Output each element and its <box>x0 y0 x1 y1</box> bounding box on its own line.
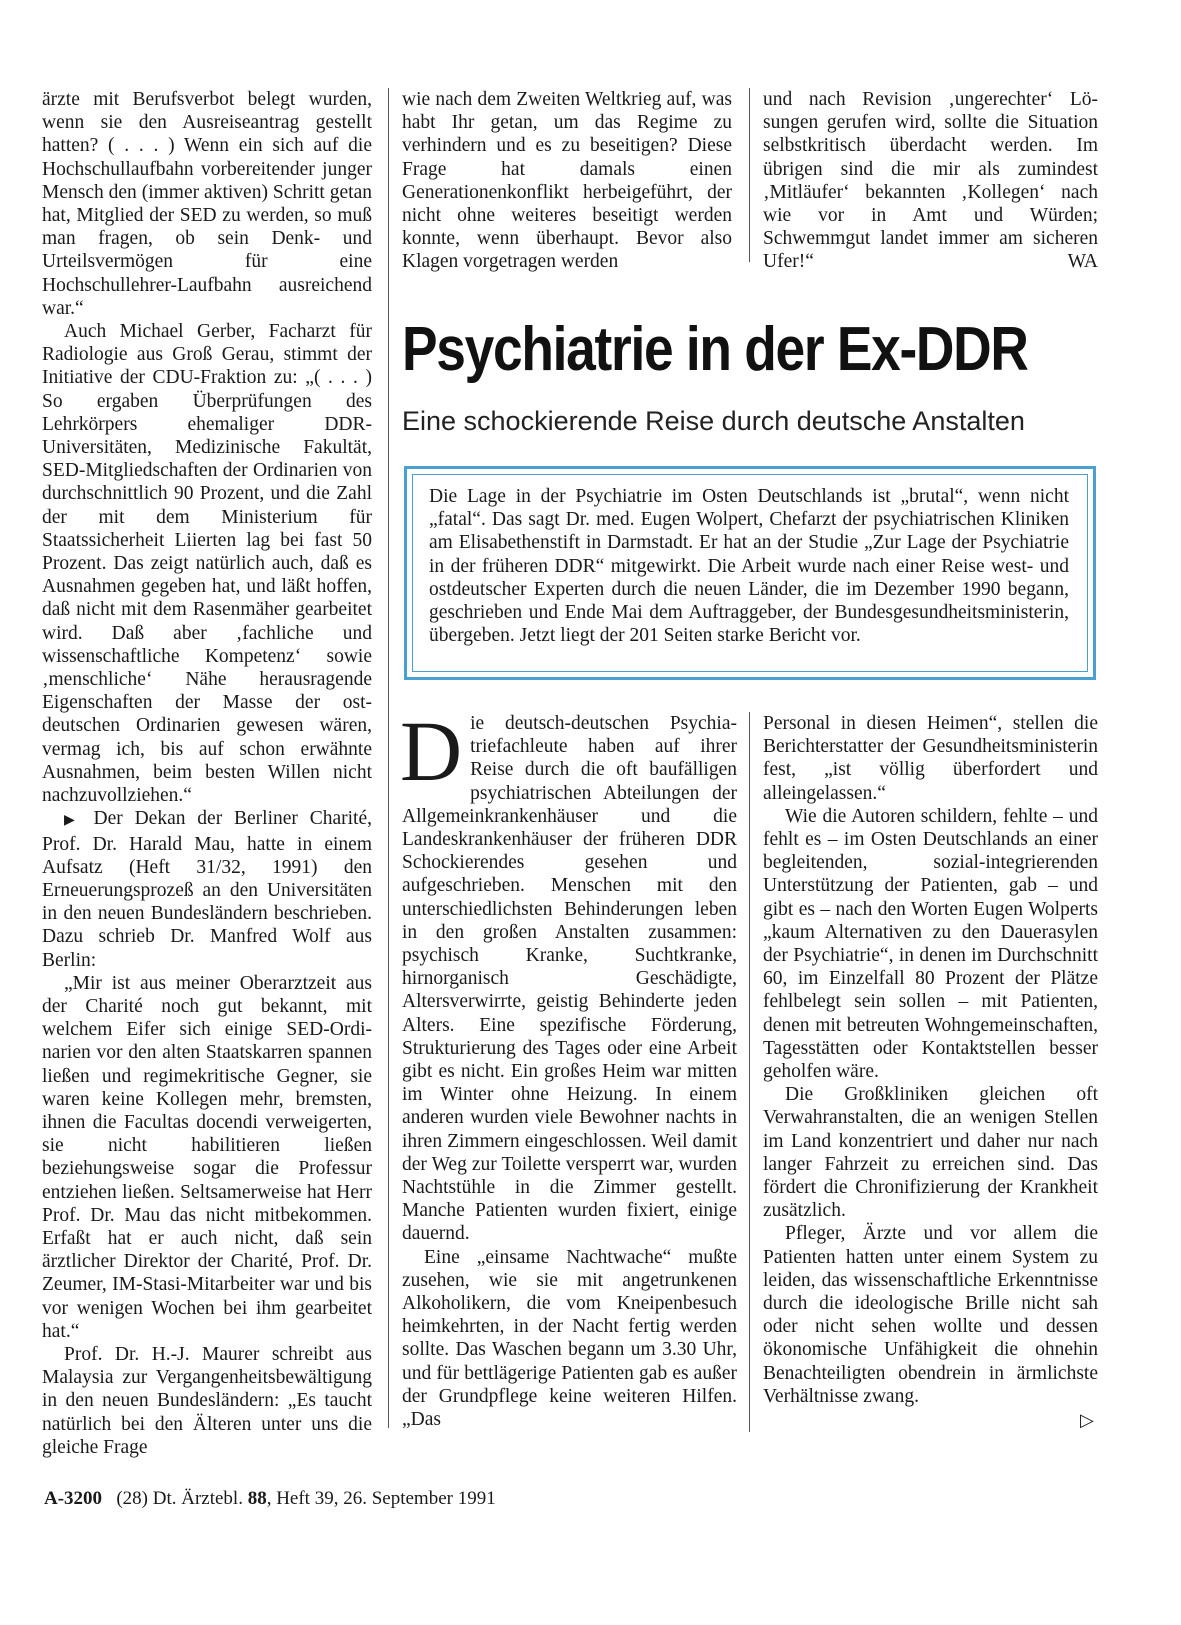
paragraph: ärzte mit Berufsverbot belegt wurden, wenn sie den Ausreiseantrag gestellt hatten? ( . . . ) Wenn ein sich auf die Hochschullaufbahn vorbereitender junger Mensch den (immer aktiven) Schritt getan hat, Mitglied der SED zu werden, so muß man fragen, ob sein Denk- und Urteilsvermögen für eine Hochschullehrer-Laufbahn ausreichend war.“ <box>42 89 372 319</box>
column-1 <box>42 88 372 1459</box>
page-code: A-3200 <box>44 1488 103 1509</box>
paragraph: Die deutsch-deutschen Psychiatriefachleute haben auf ihrer Reise durch die oft baufälligen psychiatrischen Abteilungen der Allgemeinkrankenhäuser und die Landeskrankenhäuser der früheren DDR Schockierendes gesehen und aufgeschrieben. Menschen mit den unterschiedlichsten Behinderungen leben in den großen Anstalten zusammen: psychisch Kranke, Suchtkranke, hirnorganisch Geschädigte, Altersverwirrte, geistig Behinderte jeden Alters. Eine spezifische Förderung, Strukturierung des Tages oder eine Arbeit gibt es nicht. Ein großes Heim war mitten im Winter ohne Heizung. In einem anderen wurden viele Bewohner nachts in ihren Zimmern eingeschlossen. Weil damit der Weg zur Toilette versperrt war, wurden Nachtstühle in die Zimmer gestellt. Manche Patienten wurden fixiert, einige dauernd. <box>400 703 737 1245</box>
paragraph: Eine „einsame Nachtwache“ mußte zusehen, wie sie mit angetrunkenen Alkoholikern, die vom Kneipenbesuch heimkehrten, in der Nacht fertig werden sollte. Das Waschen begann um 3.30 Uhr, und für bettlägerige Patienten gab es außer der Grundpflege keine weiteren Hilfen. „Das <box>402 1246 737 1431</box>
column-divider <box>749 712 750 1432</box>
paragraph: ▶ Der Dekan der Berliner Charité, Prof. Dr. Harald Mau, hatte in einem Aufsatz (Heft 31/32, 1991) den Erneuerungsprozeß an den Universitäten in den neuen Bundesländern beschrieben. Dazu schrieb Dr. Manfred Wolf aus Berlin: <box>42 808 372 971</box>
citation: (28) Dt. Ärztebl. <box>116 1488 248 1509</box>
paragraph: wie nach dem Zweiten Weltkrieg auf, was habt Ihr getan, um das Regime zu verhindern und es zu beseitigen? Diese Frage hat damals einen Generationenkonflikt herbeigeführt, der nicht ohne weiteres beseitigt werden konnte, wenn überhaupt. Bevor also Klagen vorgetragen werden <box>402 89 732 273</box>
paragraph: Pfleger, Ärzte und vor allem die Patienten hatten unter einem System zu leiden, das wissenschaftliche Erkenntnisse durch die ideologische Brille nicht sah oder nicht sehen wollte und dessen ökonomische Unfähigkeit die ohnehin Benachteiligten obendrein in ärmlichste Verhältnisse zwang. <box>763 1223 1098 1407</box>
column-2 <box>402 88 732 274</box>
paragraph: „Mir ist aus meiner Oberarztzeit aus der Charité noch gut bekannt, mit welchem Eifer sich einige SED-Ordinarien vor den alten Staatskarren spannen ließen und regimekritische Gegner, sie waren keine Kollegen mehr, bremsten, ihnen die Facultas docendi verweigerten, sie nicht habilitieren ließen beziehungsweise sogar die Professur entziehen ließen. Seltsamerweise hat Herr Prof. Dr. Mau das nicht mitbekommen. Erfaßt hat er auch nicht, daß sein ärztlicher Direktor der Charité, Prof. Dr. Zeumer, IM-Stasi-Mitarbeiter war und bis vor wenigen Wochen bei ihm gearbeitet hat.“ <box>42 972 372 1342</box>
page-footer <box>44 1487 496 1511</box>
citation-date: , Heft 39, 26. September 1991 <box>266 1488 496 1509</box>
volume-number: 88 <box>247 1488 267 1509</box>
column-3 <box>763 88 1098 274</box>
continue-arrow-icon: ▷ <box>1080 1410 1094 1431</box>
paragraph: Prof. Dr. H.-J. Maurer schreibt aus Malaysia zur Vergangenheitsbewältigung in den neuen Bundesländern: „Es taucht natürlich bei den Älteren unter uns die gleiche Frage <box>42 1343 372 1458</box>
triangle-marker-icon: ▶ <box>64 813 82 829</box>
article-headline: Psychiatrie in der Ex-DDR <box>402 315 1028 384</box>
paragraph: Auch Michael Gerber, Facharzt für Radiologie aus Groß Gerau, stimmt der Initiative der CDU-Fraktion zu: „( . . . ) So ergaben Überprüfungen des Lehrkörpers ehemaliger DDR-Universitäten, Medizinische Fakultät, SED-Mitgliedschaften der Ordinarien von durchschnittlich 90 Prozent, und die Zahl der mit dem Ministerium für Staatssicherheit Liierten lag bei fast 50 Prozent. Das zeigt natürlich auch, daß es Ausnahmen gegeben hat, und läßt hoffen, daß nicht mit dem Rasenmäher gearbeitet wird. Daß aber ‚fachliche und wissenschaftliche Kompetenz‘ sowie ‚menschliche‘ Nähe herausragende Eigenschaften der Masse der ostdeutschen Ordinarien gewesen wären, vermag ich, bis auf schon erwähnte Ausnahmen, beim besten Willen nicht nachzuvollziehen.“ <box>42 321 372 807</box>
column-divider <box>388 88 389 1428</box>
paragraph: und nach Revision ‚ungerechter‘ Lösungen gerufen wird, sollte die Situation selbstkritisch überdacht werden. Im übrigen sind die mir als zumindest ‚Mitläufer‘ bekannten ‚Kollegen‘ nach wie vor in Amt und Würden; Schwemmgut landet immer am sicheren Ufer!“ WA <box>763 89 1098 273</box>
column-4 <box>400 703 737 1431</box>
column-5 <box>763 712 1098 1408</box>
column-divider <box>749 88 750 262</box>
paragraph: Die Großkliniken gleichen oft Verwahranstalten, die an wenigen Stellen im Land konzentriert und daher nur nach langer Fahrzeit zu erreichen sind. Das fördert die Chronifizierung der Krankheit zusätzlich. <box>763 1084 1098 1222</box>
drop-cap: D <box>400 703 463 799</box>
lead-text: Die Lage in der Psychiatrie im Osten Deutschlands ist „brutal“, wenn nicht „fatal“. Das sagt Dr. med. Eugen Wolpert, Chefarzt der psychiatrischen Kliniken am Elisabethenstift in Darmstadt. Er hat an der Studie „Zur Lage der Psychiatrie in der früheren DDR“ mitgewirkt. Die Arbeit wurde nach einer Reise west- und ostdeutscher Experten durch die neuen Länder, die im Dezember 1990 begann, geschrieben und Ende Mai dem Auftraggeber, der Bundesgesundheitsministerin, übergeben. Jetzt liegt der 201 Seiten starke Bericht vor. <box>429 486 1069 647</box>
article-subheadline: Eine schockierende Reise durch deutsche Anstalten <box>402 406 1025 436</box>
author-signature: WA <box>1067 251 1098 273</box>
paragraph: Wie die Autoren schildern, fehlte – und fehlt es – im Osten Deutschlands an einer begleitenden, sozial-integrierenden Unterstützung der Patienten, gab – und gibt es – nach den Worten Eugen Wolperts „kaum Alternativen zu den Dauerasylen der Psychiatrie“, in denen im Durchschnitt 60, im Einzelfall 80 Prozent der Plätze fehlbelegt sein sollen – mit Patienten, denen mit betreuten Wohngemeinschaften, Tagesstätten oder Kontaktstellen besser geholfen wäre. <box>763 805 1098 1083</box>
paragraph: Personal in diesen Heimen“, stellen die Berichterstatter der Gesundheitsministerin fest, „ist völlig überfordert und alleingelassen.“ <box>763 713 1098 804</box>
lead-box <box>404 466 1096 680</box>
